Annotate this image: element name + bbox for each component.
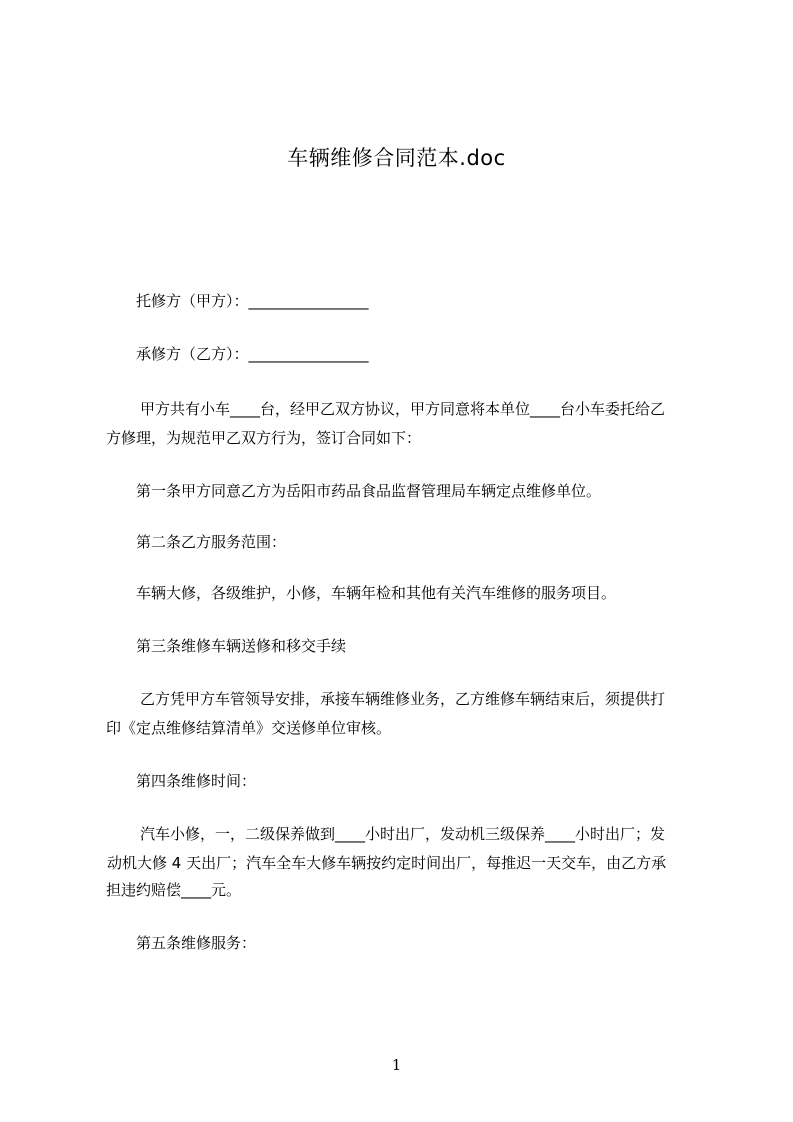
article-1: 第一条甲方同意乙方为岳阳市药品食品监督管理局车辆定点维修单位。 [136,482,602,500]
article-2-body: 车辆大修，各级维护，小修，车辆年检和其他有关汽车维修的服务项目。 [136,584,617,602]
article-4-line-2: 动机大修 4 天出厂；汽车全车大修车辆按约定时间出厂，每推迟一天交车，由乙方承 [107,854,667,872]
page-number: 1 [391,1056,402,1074]
article-4-heading: 第四条维修时间： [136,772,257,790]
article-3-heading: 第三条维修车辆送修和移交手续 [136,637,347,655]
intro-paragraph-line-1: 甲方共有小车____台，经甲乙双方协议，甲方同意将本单位____台小车委托给乙 [140,400,666,418]
intro-paragraph-line-2: 方修理，为规范甲乙双方行为，签订合同如下： [106,429,422,447]
article-3-line-2: 印《定点维修结算清单》交送修单位审核。 [106,719,392,737]
article-4-line-3: 担违约赔偿____元。 [106,881,242,899]
article-5-heading: 第五条维修服务： [136,934,257,952]
party-b-line: 承修方（乙方）：________________ [136,345,369,363]
party-a-line: 托修方（甲方）：________________ [136,292,369,310]
article-3-line-1: 乙方凭甲方车管领导安排，承接车辆维修业务，乙方维修车辆结束后，须提供打 [140,690,666,708]
article-2-heading: 第二条乙方服务范围： [136,533,287,551]
document-title: 车辆维修合同范本.doc [287,146,506,170]
article-4-line-1: 汽车小修，一，二级保养做到____小时出厂，发动机三级保养____小时出厂；发 [140,825,666,843]
